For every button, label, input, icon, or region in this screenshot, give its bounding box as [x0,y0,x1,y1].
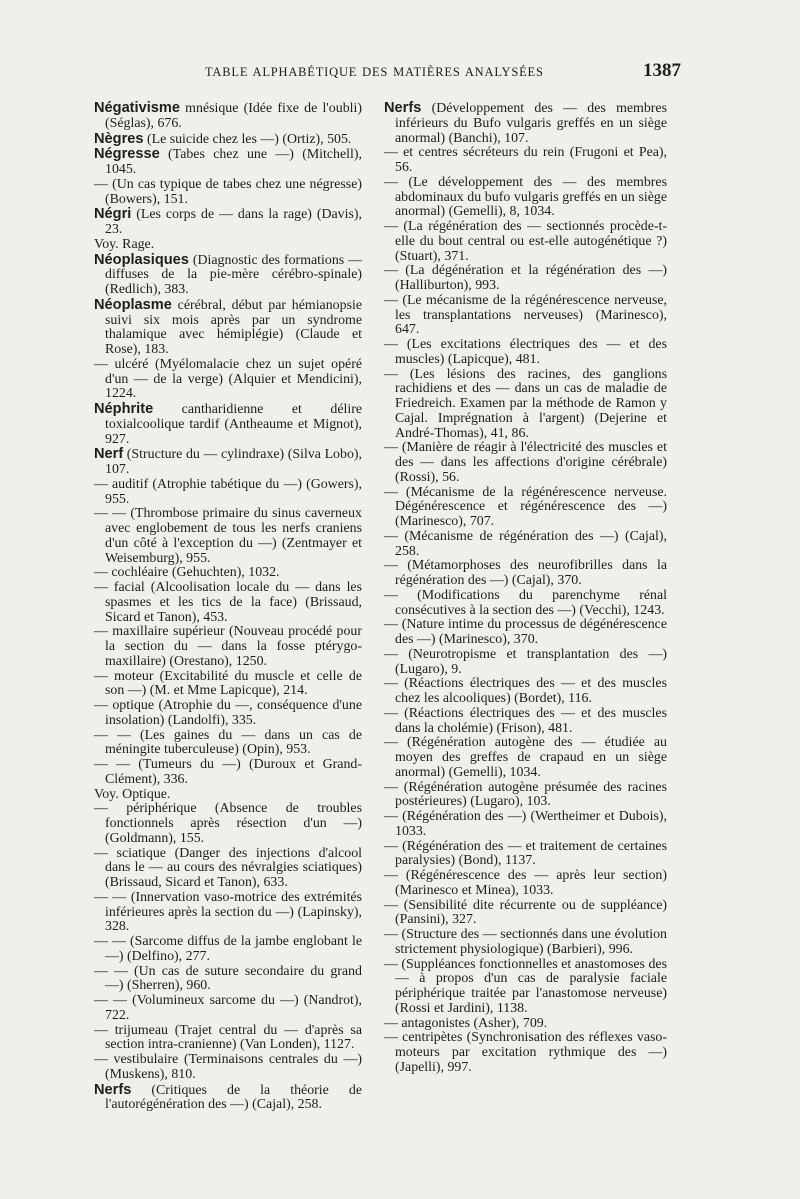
entry-text: — vestibulaire (Terminaisons centrales du —) (Muskens), 810. [94,1052,362,1082]
entry-text: — (Modifications du parenchyme rénal consécutives à la section des —) (Vecchi), 1243. [384,587,667,618]
page-number: 1387 [643,60,681,81]
index-entry [94,729,362,759]
entry-text: — optique (Atrophie du —, conséquence d'une insolation) (Landolfi), 335. [94,698,362,728]
index-entry [94,802,362,846]
entry-text: — (Sensibilité dite récurrente ou de suppléance) (Pansini), 327. [384,897,667,928]
entry-headword: Néoplasiques [94,251,189,268]
index-entry [94,699,362,729]
index-entry [94,994,362,1024]
index-entry [94,1024,362,1054]
entry-text: — (Régénérescence des — après leur section) (Marinesco et Minea), 1033. [384,868,667,898]
entry-text: (Structure du — cylindraxe) (Silva Lobo), 107. [105,447,362,477]
entry-text: — — (Thrombose primaire du sinus caverneux avec englobement de tous les nerfs craniens d'un côté à l'exception du —) (Zentmayer et Weisemburg), 955. [94,506,362,566]
entry-text: — — (Innervation vaso-motrice des extrémités inférieures après la section du —) (Lapinsky), 328. [94,889,362,935]
index-entry [384,1031,667,1075]
index-entry [94,147,362,178]
index-entry [94,965,362,995]
index-entry [94,101,362,132]
entry-text: — (Régénération des —) (Wertheimer et Dubois), 1033. [384,809,667,839]
entry-text: — — (Tumeurs du —) (Duroux et Grand-Clément), 336. [94,757,362,787]
entry-text: — (La dégénération et la régénération des —) (Halliburton), 993. [384,263,667,293]
index-entry [384,486,667,530]
entry-headword: Nègres [94,130,144,147]
entry-text: — — (Volumineux sarcome du —) (Nandrot), 722. [94,993,362,1023]
entry-text: — antagonistes (Asher), 709. [384,1015,548,1031]
entry-headword: Nerf [94,446,124,463]
entry-text: — maxillaire supérieur (Nouveau procédé pour la section du — dans la fosse ptérygo-maxillaire) (Orestano), 1250. [94,624,362,669]
entry-text: — (Métamorphoses des neurofibrilles dans la régénération des —) (Cajal), 370. [384,558,667,588]
index-entry [384,810,667,840]
entry-text: — et centres sécréteurs du rein (Frugoni et Pea), 56. [384,145,667,175]
entry-text: cantharidienne et délire toxialcoolique tardif (Antheaume et Mignot), 927. [105,402,362,447]
entry-text: — (Les lésions des racines, des ganglions rachidiens et des — dans un cas de maladie de Friedreich. Examen par la méthode de Ramon y Cajal. Imprégnation à l'argent) (Dejerine et André-Thomas), 41, 86. [384,366,667,441]
entry-text: Voy. Optique. [94,786,171,802]
index-entry [384,294,667,338]
entry-text: Voy. Rage. [94,236,155,252]
entry-text: — sciatique (Danger des injections d'alcool dans le — au cours des névralgies sciatiques) (Brissaud, Sicard et Tanon), 633. [94,845,362,890]
index-entry [384,707,667,737]
entry-text: — (Nature intime du processus de dégénérescence des —) (Marinesco), 370. [384,617,667,647]
entry-headword: Nerfs [94,1081,132,1098]
entry-text: — (Structure des — sectionnés dans une évolution strictement physiologique) (Barbieri), 996. [384,927,667,957]
entry-text: — (Manière de réagir à l'électricité des muscles et des — dans les affections d'origine cérébrale) (Rossi), 56. [384,440,667,485]
index-entry [94,253,362,298]
index-entry [94,402,362,447]
index-entry [94,507,362,566]
entry-text: — ulcéré (Myélomalacie chez un sujet opéré d'un — de la verge) (Alquier et Mendicini), 1224. [94,356,362,402]
entry-headword: Négri [94,206,132,223]
index-entry [384,869,667,899]
entry-text: (Tabes chez une —) (Mitchell), 1045. [105,147,362,177]
index-entry [384,368,667,442]
entry-text: — moteur (Excitabilité du muscle et celle de son —) (M. et Mme Lapicque), 214. [94,668,362,699]
index-entry [94,1053,362,1083]
index-entry [94,581,362,625]
index-entry [94,478,362,508]
index-entry [384,1017,667,1032]
index-entry [384,781,667,811]
entry-text: — (La régénération des — sectionnés procède-t-elle du bout central ou est-elle autogénétique ?) (Stuart), 371. [384,219,667,264]
entry-text: mnésique (Idée fixe de l'oubli) (Séglas), 676. [105,101,362,131]
entry-text: — — (Sarcome diffus de la jambe englobant le —) (Delfino), 277. [94,934,362,964]
index-entry [384,589,667,619]
index-entry [384,146,667,176]
index-entry [94,788,362,803]
right-column [384,101,667,1076]
index-entry [94,238,362,253]
entry-text: — (Mécanisme de régénération des —) (Cajal), 258. [384,528,667,559]
page-header [0,62,800,86]
index-entry [384,101,667,146]
running-title: TABLE ALPHABÉTIQUE DES MATIÈRES ANALYSÉES [205,65,544,79]
entry-headword: Négresse [94,146,160,163]
entry-text: — (Neurotropisme et transplantation des —) (Lugaro), 9. [384,646,667,677]
entry-text: — auditif (Atrophie tabétique du —) (Gowers), 955. [94,476,362,507]
entry-text: (Le suicide chez les —) (Ortiz), 505. [143,131,352,147]
entry-text: — (Un cas typique de tabes chez une négresse) (Bowers), 151. [94,176,362,207]
entry-text: (Développement des — des membres inférieurs du Bufo vulgaris greffés en un siège anormal) (Banchi), 107. [395,101,667,146]
index-entry [384,958,667,1017]
index-entry [94,178,362,208]
index-entry [94,1083,362,1114]
index-entry [384,648,667,678]
index-entry [94,935,362,965]
entry-text: — — (Un cas de suture secondaire du grand —) (Sherren), 960. [94,963,362,994]
entry-headword: Nerfs [384,100,422,116]
entry-text: — (Mécanisme de la régénérescence nerveuse. Dégénérescence et régénérescence des —) (Marinesco), 707. [384,484,667,529]
entry-text: — périphérique (Absence de troubles fonctionnels après résection d'un —) (Goldmann), 155. [94,801,362,846]
index-entry [384,899,667,929]
index-entry [384,338,667,368]
entry-text: — centripètes (Synchronisation des réflexes vaso-moteurs par excitation rythmique des —) (Japelli), 997. [384,1030,667,1075]
index-entry [384,530,667,560]
entry-text: — (Suppléances fonctionnelles et anastomoses des — à propos d'un cas de paralysie faciale périphérique traitée par l'anastomose nerveuse) (Rossi et Jardini), 1138. [384,956,667,1016]
index-entry [384,441,667,485]
index-entry [94,132,362,148]
index-entry [384,264,667,294]
entry-headword: Négativisme [94,100,180,116]
entry-text: (Diagnostic des formations — diffuses de la pie-mère cérébro-spinale) (Redlich), 383. [105,252,362,297]
entry-text: — — (Les gaines du — dans un cas de méningite tuberculeuse) (Opin), 953. [94,727,362,758]
index-entry [384,176,667,220]
index-entry [94,447,362,478]
entry-text: — (Régénération des — et traitement de certaines paralysies) (Bond), 1137. [384,838,667,869]
index-entry [384,928,667,958]
entry-text: — cochléaire (Gehuchten), 1032. [94,565,280,581]
entry-headword: Néoplasme [94,296,172,313]
index-entry [94,207,362,238]
entry-text: — (Régénération autogène présumée des racines postérieures) (Lugaro), 103. [384,779,667,810]
entry-text: — (Réactions électriques des — et des muscles chez les alcooliques) (Bordet), 116. [384,676,667,706]
index-entry [384,736,667,780]
entry-text: (Les corps de — dans la rage) (Davis), 23. [105,207,362,237]
index-entry [94,566,362,581]
index-entry [384,220,667,264]
index-entry [94,358,362,402]
left-column [94,101,362,1113]
entry-text: — (Réactions électriques des — et des muscles dans la cholémie) (Frison), 481. [384,705,667,736]
index-entry [384,677,667,707]
entry-text: cérébral, début par hémianopsie suivi six mois après par un syndrome thalamique avec hémiplégie) (Claude et Rose), 183. [105,297,362,357]
index-entry [94,847,362,891]
index-entry [94,891,362,935]
index-entry [94,758,362,788]
index-entry [94,298,362,358]
index-entry [384,840,667,870]
entry-text: — (Régénération autogène des — étudiée au moyen des greffes de crapaud en un siège anormal) (Gemelli), 1034. [384,735,667,780]
entry-text: — (Le mécanisme de la régénérescence nerveuse, les transplantations nerveuses) (Marinesco), 647. [384,292,667,338]
entry-text: — facial (Alcoolisation locale du — dans les spasmes et les tics de la face) (Brissaud, Sicard et Tanon), 453. [94,580,362,625]
index-entry [384,559,667,589]
index-entry [384,618,667,648]
entry-headword: Néphrite [94,401,154,417]
index-entry [94,670,362,700]
entry-text: (Critiques de la théorie de l'autorégénération des —) (Cajal), 258. [105,1082,362,1113]
entry-text: — trijumeau (Trajet central du — d'après sa section intra-cranienne) (Van Londen), 1127. [94,1022,362,1053]
index-entry [94,625,362,669]
entry-text: — (Le développement des — des membres abdominaux du bufo vulgaris greffés en un siège anormal) (Gemelli), 8, 1034. [384,174,667,220]
entry-text: — (Les excitations électriques des — et des muscles) (Lapicque), 481. [384,337,667,367]
